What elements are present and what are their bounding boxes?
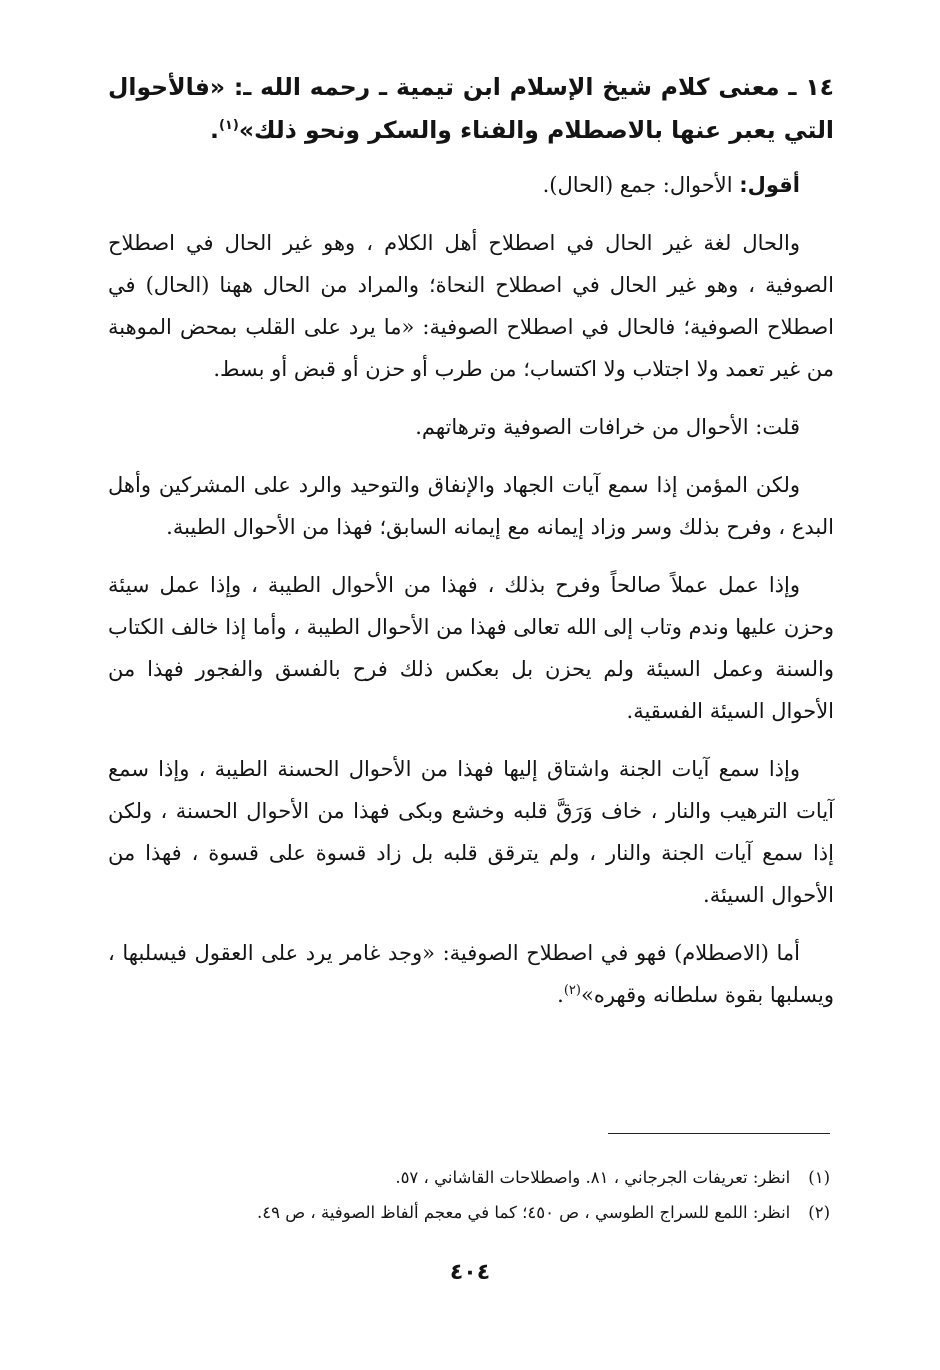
paragraph	[108, 222, 834, 390]
paragraph-text: أما (الاصطلام) فهو في اصطلاح الصوفية: «وجد غامر يرد على العقول فيسلبها ، ويسلبها بقوة سلطانه وقهره»	[108, 941, 834, 1007]
paragraph	[108, 406, 834, 448]
paragraph-text: ولكن المؤمن إذا سمع آيات الجهاد والإنفاق والتوحيد والرد على المشركين وأهل البدع ، وفرح بذلك وسر وزاد إيمانه مع إيمانه السابق؛ فهذا من الأحوال الطيبة.	[108, 473, 834, 539]
footnote-text: انظر: تعريفات الجرجاني ، ٨١. واصطلاحات القاشاني ، ٥٧.	[395, 1168, 791, 1187]
paragraph-last	[108, 932, 834, 1016]
paragraph	[108, 564, 834, 732]
paragraph-lead: أقول:	[739, 173, 800, 197]
footnote-divider	[608, 1133, 830, 1134]
heading-text: ١٤ ـ معنى كلام شيخ الإسلام ابن تيمية ـ رحمه الله ـ: «فالأحوال التي يعبر عنها بالاصطلام والفناء والسكر ونحو ذلك»	[108, 73, 834, 144]
paragraph-text: والحال لغة غير الحال في اصطلاح أهل الكلام ، وهو غير الحال في اصطلاح الصوفية ، وهو غير الحال في اصطلاح النحاة؛ والمراد من الحال ههنا (الحال) في اصطلاح الصوفية؛ فالحال في اصطلاح الصوفية: «ما يرد على القلب بمحض الموهبة من غير تعمد ولا اجتلاب ولا اكتساب؛ من طرب أو حزن أو قبض أو بسط.	[108, 231, 834, 381]
section-heading	[108, 66, 834, 152]
paragraph	[108, 464, 834, 548]
paragraph-text: قلت: الأحوال من خرافات الصوفية وترهاتهم.	[415, 415, 800, 439]
footnote-ref-2[interactable]: (٢)	[563, 983, 581, 998]
footnotes	[108, 1160, 830, 1230]
paragraph-text: وإذا عمل عملاً صالحاً وفرح بذلك ، فهذا من الأحوال الطيبة ، وإذا عمل سيئة وحزن عليها وندم وتاب إلى الله تعالى فهذا من الأحوال الطيبة ، وأما إذا خالف الكتاب والسنة وعمل السيئة ولم يحزن بل بعكس ذلك فرح بالفسق والفجور فهذا من الأحوال السيئة الفسقية.	[108, 573, 834, 723]
heading-end: .	[210, 116, 219, 144]
paragraph-text: وإذا سمع آيات الجنة واشتاق إليها فهذا من الأحوال الحسنة الطيبة ، وإذا سمع آيات الترهيب والنار ، خاف وَرَقَّ قلبه وخشع وبكى فهذا من الأحوال الحسنة ، ولكن إذا سمع آيات الجنة والنار ، ولم يترقق قلبه بل زاد قسوة على قسوة ، فهذا من الأحوال السيئة.	[108, 757, 834, 907]
paragraph-text: الأحوال: جمع (الحال).	[542, 173, 740, 197]
footnote-text: انظر: اللمع للسراج الطوسي ، ص ٤٥٠؛ كما في معجم ألفاظ الصوفية ، ص ٤٩.	[256, 1203, 791, 1222]
paragraph	[108, 164, 834, 206]
paragraph	[108, 748, 834, 916]
paragraph-end: .	[557, 983, 564, 1007]
page-body	[108, 66, 834, 1032]
footnote-item	[108, 1160, 830, 1195]
footnote-number: (٢)	[808, 1203, 830, 1222]
footnote-number: (١)	[808, 1168, 830, 1187]
page-number: ٤٠٤	[449, 1260, 491, 1285]
footnote-item	[108, 1195, 830, 1230]
footnote-ref-1[interactable]: (١)	[218, 118, 239, 134]
